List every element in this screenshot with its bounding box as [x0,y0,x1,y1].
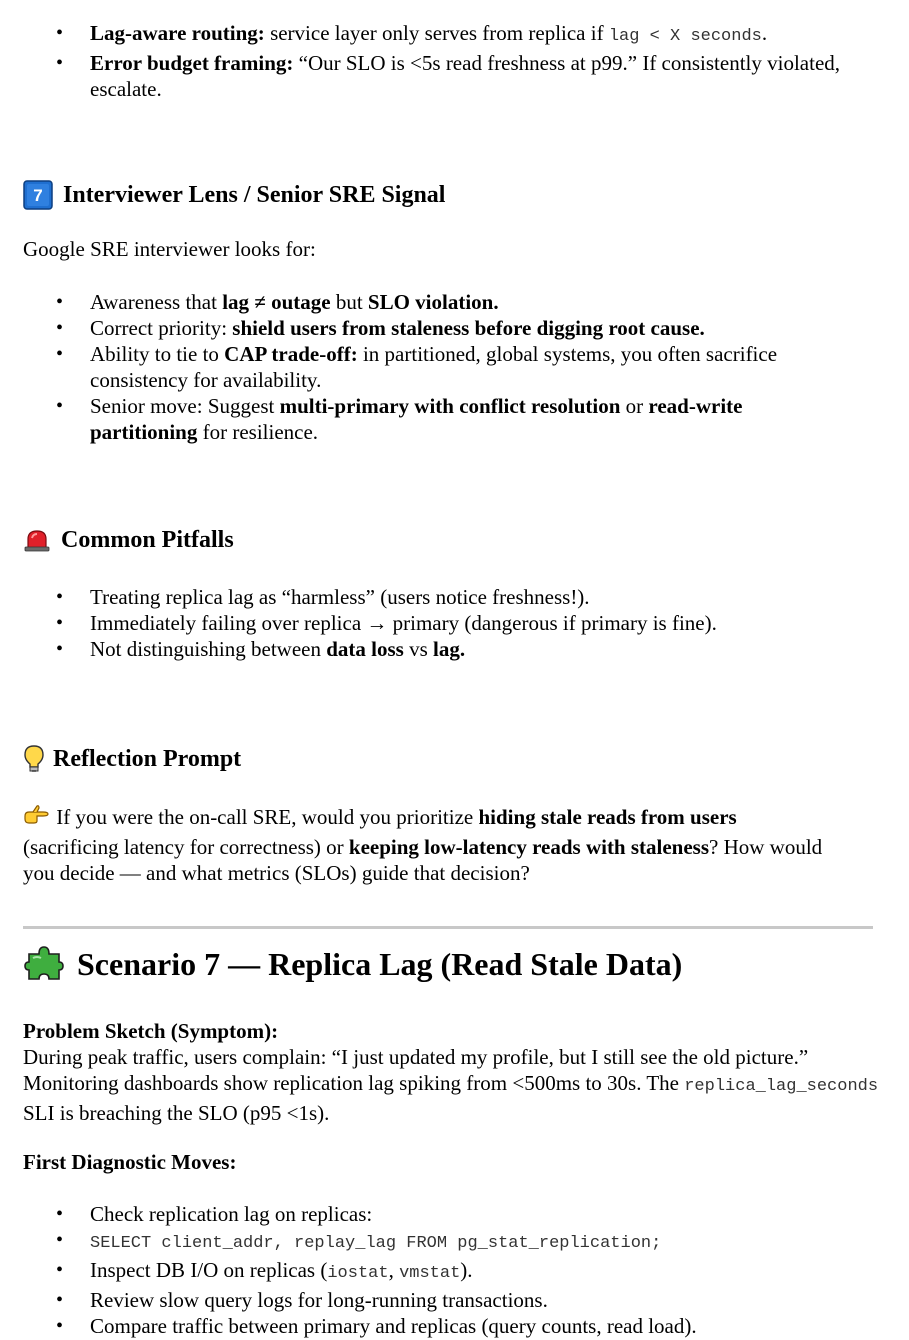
section-heading-interviewer-lens [23,180,445,210]
inline-code: replica_lag_seconds [684,1077,879,1096]
inline-code: lag < X seconds [608,27,762,46]
heading-text: Reflection Prompt [53,746,242,772]
heading-text: Scenario 7 — Replica Lag (Read Stale Data) [77,946,683,982]
list-item: • Correct priority: shield users from staleness before digging root cause. [0,315,850,341]
list-item: • Inspect DB I/O on replicas (iostat, vmstat). [0,1257,850,1287]
list-item: • Check replication lag on replicas: [0,1201,850,1227]
heading-text: Interviewer Lens / Senior SRE Signal [63,182,446,208]
item-text: “Our SLO is <5s read freshness at p99.” If consistently violated, escalate. [90,51,841,101]
list-item: • Awareness that lag ≠ outage but SLO violation. [0,289,850,315]
problem-heading: Problem Sketch (Symptom): [23,1019,279,1043]
list-item: • Ability to tie to CAP trade-off: in partitioned, global systems, you often sacrifice consistency for availability. [0,341,850,393]
lightbulb-icon [23,744,45,774]
diagnostic-bullet-list [0,1201,850,1339]
list-item: • Review slow query logs for long-running transactions. [0,1287,850,1313]
item-text: service layer only serves from replica if [264,21,609,45]
inline-code: SELECT client_addr, replay_lag FROM pg_stat_replication; [90,1234,662,1253]
puzzle-icon [23,944,65,984]
list-item [0,1227,850,1257]
siren-icon [23,528,51,552]
heading-text: Common Pitfalls [61,527,234,553]
pointing-hand-icon [23,804,51,834]
section-heading-common-pitfalls [23,527,234,553]
section-divider [23,926,873,929]
pitfalls-bullet-list [0,584,850,662]
list-item [0,20,850,50]
section-heading-reflection [23,744,241,774]
intro-paragraph: Google SRE interviewer looks for: [23,237,316,261]
list-item [0,50,850,102]
item-text: . [761,21,768,45]
bold-term: Error budget framing: [90,51,294,75]
diagnostic-heading: First Diagnostic Moves: [23,1150,237,1174]
bold-term: Lag-aware routing: [90,21,265,45]
svg-text:7: 7 [33,186,43,205]
list-item: • Compare traffic between primary and replicas (query counts, read load). [0,1313,850,1339]
list-item: • Treating replica lag as “harmless” (users notice freshness!). [0,584,850,610]
top-bullet-list [0,20,850,102]
scenario-title [23,944,682,984]
list-item: • Immediately failing over replica → primary (dangerous if primary is fine). [0,610,850,636]
list-item: • Not distinguishing between data loss vs lag. [0,636,850,662]
reflection-paragraph: If you were the on-call SRE, would you prioritize hiding stale reads from users (sacrificing latency for correctness) or keeping low-latency reads with staleness? How would you decide — and what metrics (SLOs) guide that decision? [23,805,823,886]
problem-paragraph: During peak traffic, users complain: “I just updated my profile, but I still see the old picture.” Monitoring dashboards show replication lag spiking from <500ms to 30s. The replica_lag_seconds SLI is breaching the SLO (p95 <1s). [23,1045,879,1125]
list-item: • Senior move: Suggest multi-primary with conflict resolution or read-write partitioning for resilience. [0,393,850,445]
keycap-seven-icon [23,180,53,210]
interviewer-bullet-list [0,289,850,445]
